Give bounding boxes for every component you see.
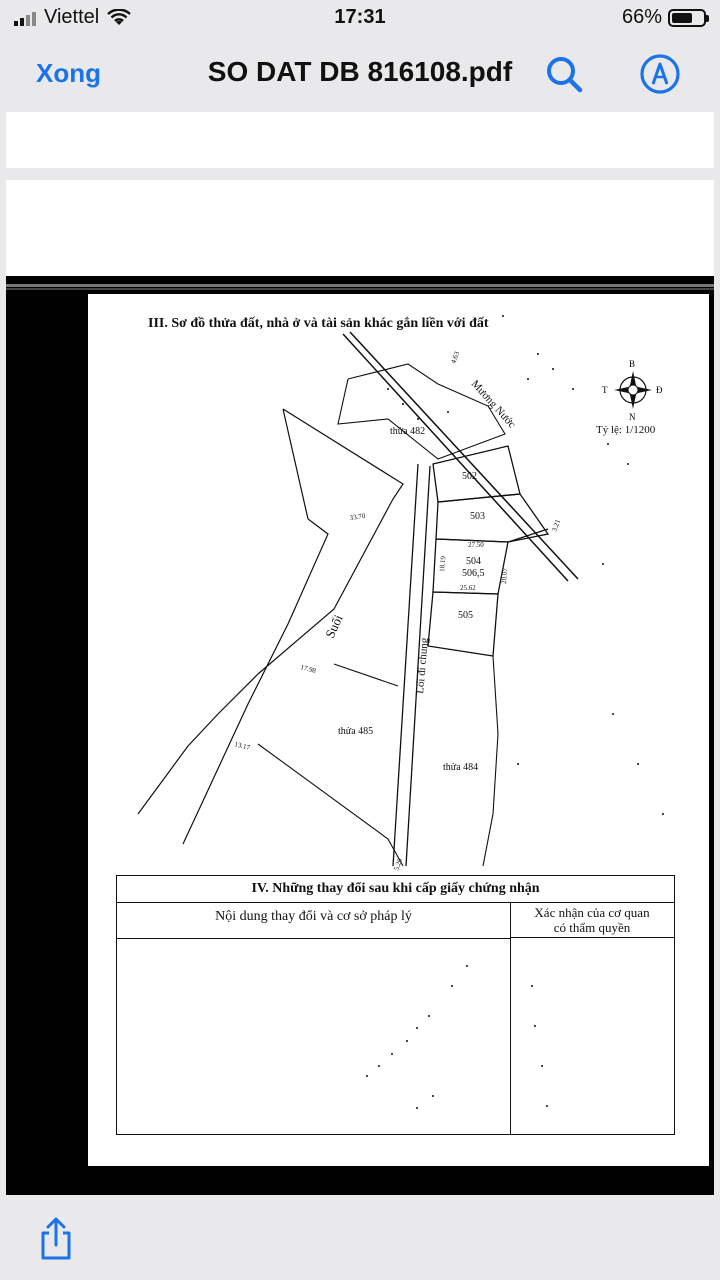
battery-percent: 66% [621,6,662,28]
markup-button[interactable] [638,52,682,96]
dim-27-50: 27.50 [468,541,484,549]
label-lot-504-area: 506,5 [462,568,485,579]
canal [343,332,578,581]
dim-33-70: 33.70 [349,511,366,522]
label-canal: Mương Nước [468,377,518,431]
bottom-toolbar [0,1196,720,1280]
dim-5-20: 5.20 [392,857,405,872]
compass-west: T [602,385,608,395]
share-button[interactable] [36,1216,76,1262]
compass-south: N [629,412,636,422]
lots [428,446,548,656]
markup-icon [638,52,682,96]
scan-edge-marks [6,276,714,296]
battery-fill [672,13,692,23]
dim-4-63: 4.63 [449,350,462,365]
previous-page[interactable] [6,112,714,168]
compass-rose-icon [598,358,668,428]
label-lot-502: 502 [462,471,477,482]
pdf-page[interactable] [6,180,714,1195]
label-common-path: Lối đi chung [414,637,431,695]
document-title: SO DAT DB 816108.pdf [207,56,513,87]
parcel-482-boundary [338,364,505,459]
share-icon [36,1216,76,1262]
label-lot-504: 504 [466,556,481,567]
dim-25-62: 25.62 [460,584,476,592]
carrier-name: Viettel [44,6,100,28]
label-parcel-484: thửa 484 [443,762,479,773]
compass-north: B [629,359,636,369]
battery-icon [668,9,706,27]
authority-header-line-2: có thẩm quyền [553,920,631,935]
section-3-title: III. Sơ đồ thửa đất, nhà ở và tài sản khác gắn liền với đất [148,316,489,331]
map-scale: Tỷ lệ: 1/1200 [596,424,656,436]
label-parcel-482: thửa 482 [390,426,426,437]
table-speckles [117,876,674,1134]
dim-17-98: 17.98 [299,663,317,676]
changes-content-header: Nội dung thay đổi và cơ sở pháp lý [117,902,510,939]
dim-13-17: 13.17 [233,740,251,753]
label-stream: Suối [322,612,346,641]
dim-18-19: 18.19 [438,555,448,573]
land-certificate-sheet [88,294,709,1166]
compass-east: Đ [656,385,663,395]
parcel-boundaries [258,656,498,866]
search-button[interactable] [542,52,586,96]
dim-3-21: 3.21 [550,518,563,533]
battery [622,6,706,29]
scanned-document [6,276,714,1195]
label-parcel-485: thửa 485 [338,726,374,737]
status-bar [0,0,720,36]
authority-header-line-1: Xác nhận của cơ quan [534,905,650,920]
dim-20-07: 20.07 [500,567,510,585]
label-lot-505: 505 [458,610,473,621]
label-lot-503: 503 [470,511,485,522]
section-4-title: IV. Những thay đổi sau khi cấp giấy chứng nhận [117,876,674,903]
done-button[interactable]: Xong [36,58,101,88]
changes-table [116,875,675,1135]
clock: 17:31 [334,6,386,28]
search-icon [542,52,586,96]
stream [138,409,403,844]
nav-bar [0,36,720,112]
